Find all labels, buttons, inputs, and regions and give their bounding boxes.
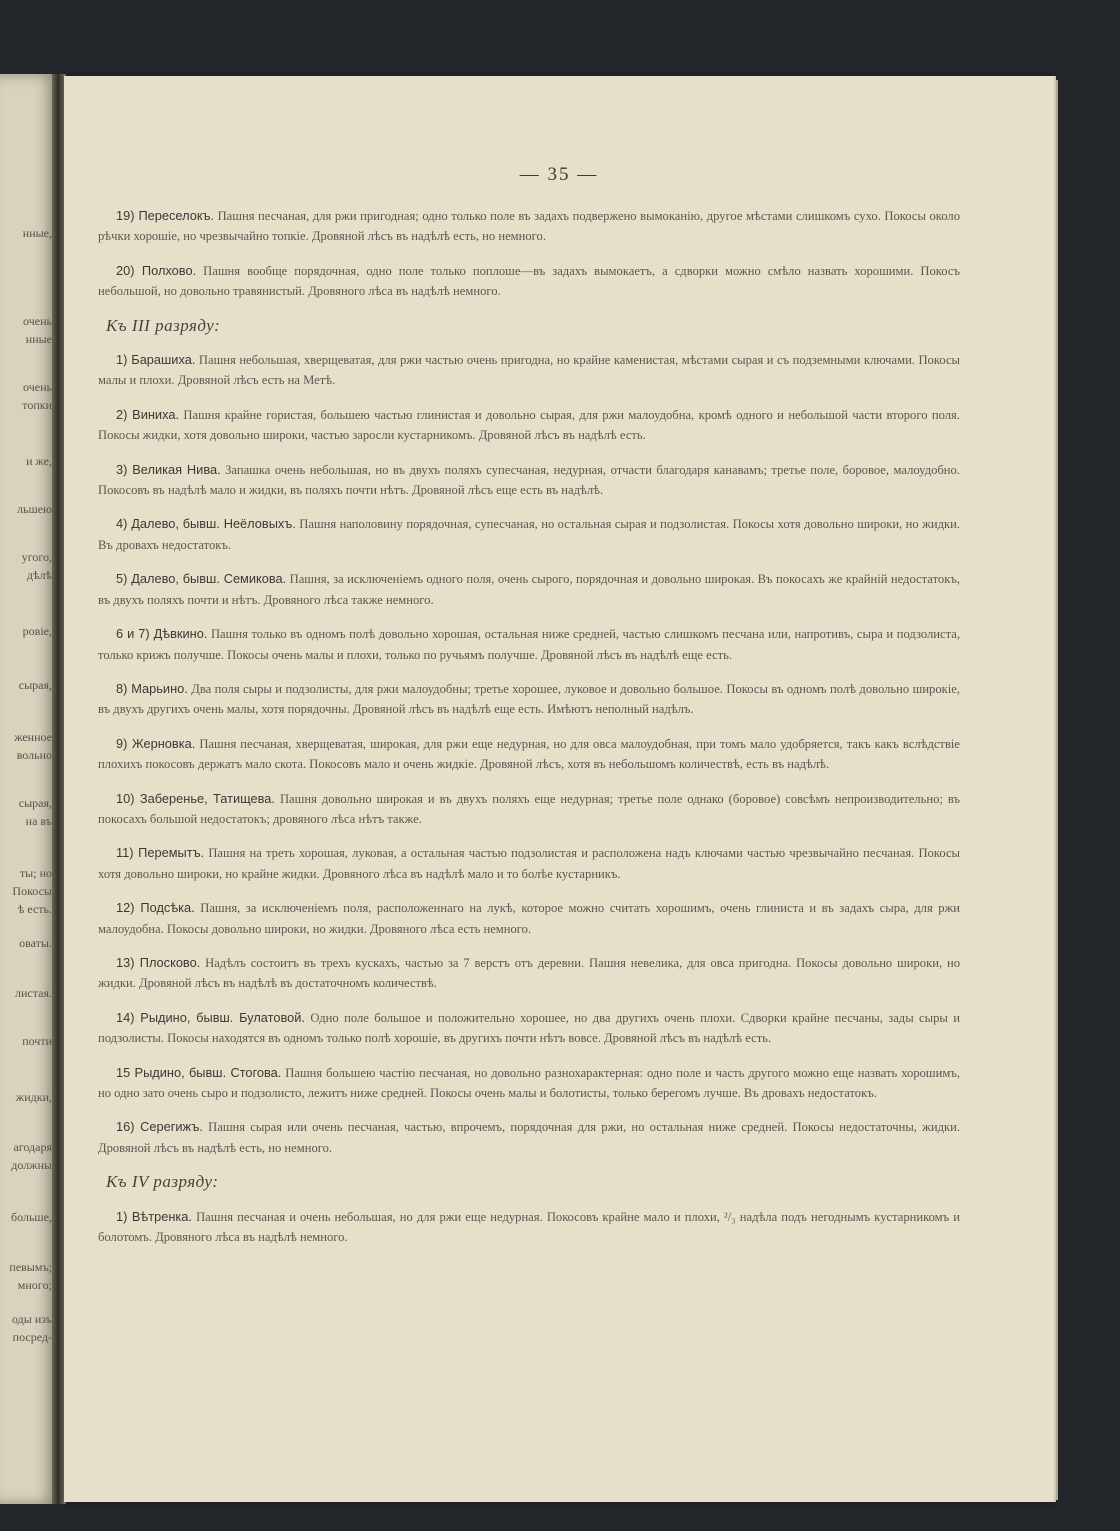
entry-text: Одно поле большое и положительно хорошее, но два другихъ очень плохи. Сдворки крайне песчаны, зады сыры и подзолисты. Покосы находятся въ одномъ только полѣ хорошіе, въ другихъ почти нѣтъ вовсе. Дровяной лѣсъ въ надѣлѣ есть.: [98, 1010, 960, 1046]
entry-paragraph: [98, 1207, 960, 1248]
left-page-fragment: певымъ;: [9, 1260, 52, 1274]
section-heading: Къ IV разряду:: [106, 1172, 219, 1192]
left-page-fragment: листая.: [15, 986, 52, 1000]
left-page-fragment: ѣ есть.: [17, 902, 52, 916]
entry-text: Пашня только въ одномъ полѣ довольно хорошая, остальная ниже средней, частью слишкомъ песчана или, напротивъ, сыра и подзолиста, только крижъ получше. Покосы очень малы и плохи, только по ручьямъ получше. Дровяной лѣсъ въ надѣлѣ еще есть.: [98, 627, 960, 662]
entry-name: 11) Перемытъ.: [116, 845, 205, 861]
entry-paragraph: [98, 679, 960, 720]
left-page-fragment: ровіе,: [22, 624, 52, 638]
entry-paragraph: [98, 1008, 960, 1049]
entry-text: Пашня на треть хорошая, луковая, а остальная частью подзолистая и расположена надъ ключами частью чрезвычайно песчаная. Покосы хотя довольно широки, но крайне жидки. Дровяного лѣса въ надѣлѣ мало и то болѣе кустарникъ.: [98, 846, 961, 881]
entry-paragraph: [98, 624, 960, 665]
entry-text: Запашка очень небольшая, но въ двухъ поляхъ супесчаная, недурная, отчасти благодаря канавамъ; третье поле, боровое, малоудобно. Покосовъ въ надѣлѣ мало и жидки, въ поляхъ почти нѣтъ. Дровяной лѣсъ еще есть въ надѣлѣ.: [98, 462, 960, 498]
entry-name: 4) Далево, бывш. Неёловыхъ.: [116, 516, 296, 532]
entry-name: 10) Заберенье, Татищева.: [116, 790, 275, 806]
left-page-fragment: почти: [22, 1034, 52, 1048]
entry-text: Пашня, за исключеніемъ одного поля, очень сырого, порядочная и довольно широкая. Въ покосахъ же крайній недостатокъ, въ двухъ поляхъ почти и нѣтъ. Дровяного лѣса также немного.: [98, 572, 960, 607]
left-page-fragment: должны: [11, 1158, 52, 1172]
entry-text: Пашня большею частію песчаная, но довольно разнохарактерная: одно поле и часть другого можно еще назвать хорошимъ, но одно зато очень сыро и подзолисто, лежитъ ниже средней. Покосы очень малы и болотисты, только берегомъ лучше. Въ дровахъ недостатокъ.: [98, 1065, 960, 1100]
entry-paragraph: [98, 569, 960, 610]
entry-name: 16) Серегижъ.: [116, 1119, 203, 1135]
entry-name: 1) Вѣтренка.: [116, 1208, 192, 1224]
entry-text: Пашня песчаная, для ржи пригодная; одно только поле въ задахъ подвержено вымоканію, другое мѣстами слишкомъ сухо. Покосы около рѣчки хорошіе, но чрезвычайно топкіе. Дровяной лѣсъ въ надѣлѣ есть, но немного.: [98, 209, 960, 244]
entry-paragraph: [98, 898, 960, 939]
entry-text: Пашня, за исключеніемъ поля, расположеннаго на лукѣ, которое можно считать хорошимъ, очень глиниста и въ задахъ сыра, для ржи малоудобна. Покосы довольно широки, но жидки. Дровяного лѣса есть немного.: [98, 901, 960, 936]
left-page-fragment: льшею: [17, 502, 52, 516]
entry-paragraph: [98, 843, 960, 884]
entry-text: Пашня вообще порядочная, одно поле только поплоше—въ задахъ вымокаетъ, а сдворки можно смѣло назвать хорошими. Покосъ небольшой, но довольно травянистый. Дровяного лѣса въ надѣлѣ немного.: [98, 263, 960, 299]
entry-text: Пашня песчаная и очень небольшая, но для ржи еще недурная. Покосовъ крайне мало и плохи, ²/₃ надѣла подъ негоднымъ кустарникомъ и болотомъ. Дровяного лѣса въ надѣлѣ немного.: [98, 1209, 960, 1245]
left-page-fragment: посред-: [12, 1330, 52, 1344]
left-page-fragment: очень: [23, 380, 52, 394]
entry-paragraph: [98, 953, 960, 994]
left-page-fragment: дѣлѣ: [26, 568, 52, 582]
entry-paragraph: [98, 460, 960, 501]
entry-text: Надѣлъ состоитъ въ трехъ кускахъ, частью за 7 верстъ отъ деревни. Пашня невелика, для овса пригодна. Покосы довольно широки, но жидки. Дровяной лѣсъ въ надѣлѣ въ достаточномъ количествѣ.: [98, 955, 960, 991]
left-page-fragment: очень: [23, 314, 52, 328]
section-heading: Къ III разряду:: [106, 315, 221, 335]
entry-name: 12) Подсѣка.: [116, 900, 195, 916]
entry-name: 13) Плосково.: [116, 954, 201, 970]
entry-paragraph: [98, 514, 960, 555]
entry-name: 8) Марьино.: [116, 680, 188, 696]
page-number: — 35 —: [519, 164, 599, 185]
document-page: [64, 76, 1054, 1502]
entry-name: 20) Полхово.: [116, 262, 197, 278]
entry-paragraph: [98, 350, 960, 391]
left-page-fragment: больше,: [11, 1210, 52, 1224]
left-page-fragment: и же,: [26, 454, 52, 468]
entry-paragraph: [98, 1117, 960, 1158]
left-page-fragment: сырая,: [18, 796, 52, 810]
entry-name: 3) Великая Нива.: [116, 461, 221, 477]
entry-text: Пашня крайне гористая, большею частью глинистая и довольно сырая, для ржи малоудобна, кромѣ одного и небольшой части второго поля. Покосы жидки, хотя довольно широки, частью заросли кустарникомъ. Дровяной лѣсъ въ надѣлѣ есть.: [98, 407, 960, 443]
left-page-fragment: сырая,: [18, 678, 52, 692]
left-page-fragment: ты; но: [19, 866, 52, 880]
left-page-fragment: топки: [22, 398, 52, 412]
entry-paragraph: [98, 734, 960, 775]
entry-name: 5) Далево, бывш. Семикова.: [116, 571, 287, 587]
entry-text: Пашня песчаная, хверщеватая, широкая, для ржи еще недурная, но для овса малоудобная, при томъ мало удобряется, такъ какъ вслѣдствіе плохихъ покосовъ держатъ мало скота. Покосовъ мало и очень жидкіе. Дровяной лѣсъ, хотя въ небольшомъ количествѣ, есть въ надѣлѣ.: [98, 736, 960, 772]
entry-name: 15 Рыдино, бывш. Стогова.: [116, 1064, 282, 1080]
entry-name: 6 и 7) Дѣвкино.: [116, 626, 208, 642]
entry-paragraph: [98, 1063, 960, 1104]
entry-name: 1) Барашиха.: [116, 352, 196, 368]
entry-name: 2) Виниха.: [116, 406, 180, 422]
left-page-fragment: оваты.: [19, 936, 52, 950]
entry-paragraph: [98, 206, 960, 247]
left-page-fragment: оды изъ: [12, 1312, 52, 1326]
entry-text: Пашня довольно широкая и въ двухъ поляхъ еще недурная; третье поле однако (боровое) совсѣмъ непроизводительно; въ покосахъ большой недостатокъ; дровяного лѣса нѣтъ также.: [98, 791, 960, 826]
left-page-fragment: агодаря: [13, 1140, 52, 1154]
left-page-fragment: вольно: [16, 748, 52, 762]
left-page-fragment: нные,: [22, 226, 52, 240]
entry-text: Два поля сыры и подзолисты, для ржи малоудобны; третье хорошее, луковое и довольно большое. Покосы въ одномъ полѣ довольно широкіе, въ двухъ другихъ очень малы, хотя порядочны. Дровяной лѣсъ въ надѣлѣ еще есть. Имѣютъ неполный надѣлъ.: [98, 681, 961, 717]
left-page-fragment: жидки,: [15, 1090, 52, 1104]
entry-name: 14) Рыдино, бывш. Булатовой.: [116, 1009, 305, 1025]
entry-paragraph: [98, 789, 960, 830]
entry-paragraph: [98, 261, 960, 302]
entry-name: 9) Жерновка.: [116, 735, 196, 751]
page-content: [98, 206, 960, 1261]
left-page-fragment: женное: [14, 730, 52, 744]
entry-text: Пашня небольшая, хверщеватая, для ржи частью очень пригодна, но крайне каменистая, мѣстами сырая и съ подземными ключами. Покосы малы и плохи. Дровяной лѣсъ есть на Метѣ.: [98, 353, 960, 388]
left-page-fragment: угого,: [21, 550, 52, 564]
left-page-fragment: многo;: [17, 1278, 52, 1292]
left-page-fragment: Покосы: [12, 884, 52, 898]
entry-name: 19) Переселокъ.: [116, 208, 214, 223]
entry-text: Пашня сырая или очень песчаная, частью, впрочемъ, порядочная для ржи, но остальная ниже средней. Покосы недостаточны, жидки. Дровяной лѣсъ въ надѣлѣ есть, но немного.: [98, 1120, 960, 1155]
left-page-fragment: на въ: [25, 814, 52, 828]
entry-text: Пашня наполовину порядочная, супесчаная, но остальная сырая и подзолистая. Покосы хотя довольно широки, но жидки. Въ дровахъ недостатокъ.: [98, 517, 960, 552]
left-page-edge: [0, 74, 58, 1504]
entry-paragraph: [98, 405, 960, 446]
left-page-fragment: нные: [25, 332, 52, 346]
